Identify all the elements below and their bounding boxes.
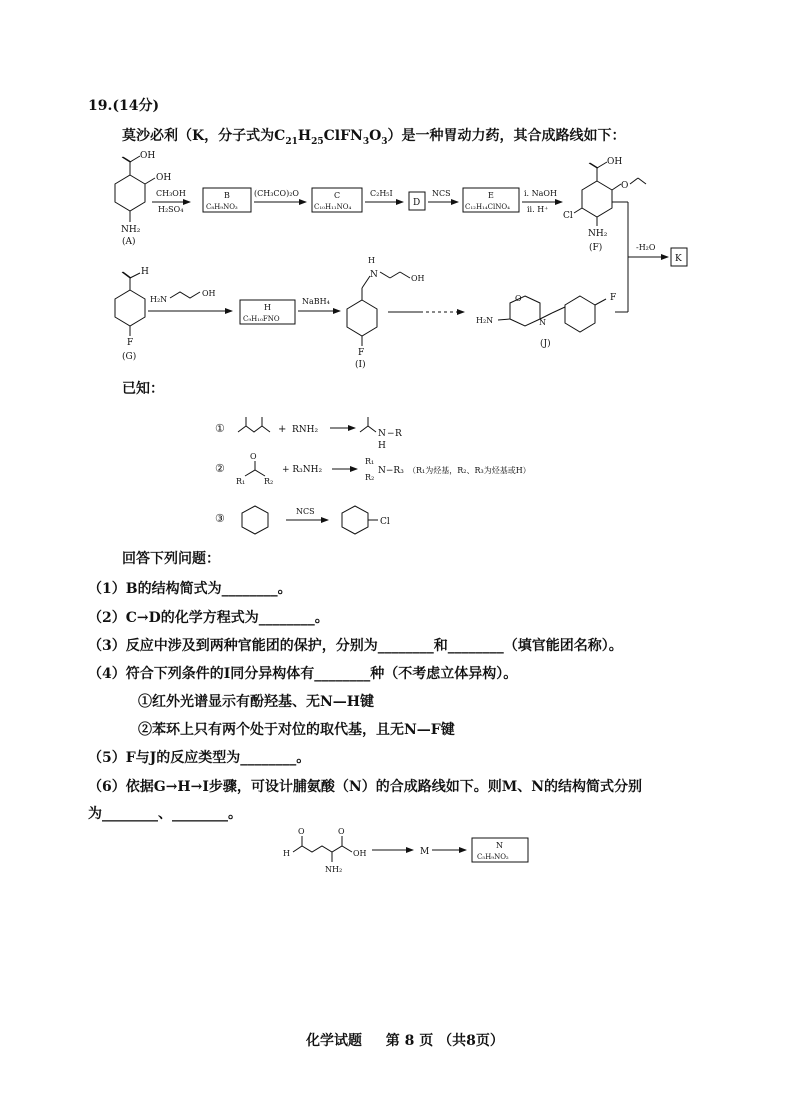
- question-number: 19.: [88, 98, 113, 114]
- question-6-line1: （6）依据G→H→I步骤，可设计脯氨酸（N）的合成路线如下。则M、N的结构简式分别: [88, 779, 643, 795]
- arrow-gh-h2n: H₂N: [150, 295, 168, 304]
- s3-m: M: [420, 847, 430, 857]
- question-score: (14分): [112, 98, 160, 114]
- e-formula: C₁₂H₁₄ClNO₄: [465, 203, 510, 211]
- s3-h: H: [283, 849, 290, 858]
- r1-plus: +: [278, 424, 287, 435]
- r1-r: R: [395, 429, 402, 439]
- k-arrow-label: -H₂O: [636, 243, 656, 252]
- r3-reagent: NCS: [296, 507, 315, 516]
- b-formula: C₈H₉NO₃: [206, 203, 238, 211]
- amide-product: [360, 417, 376, 432]
- s3-o2: O: [338, 827, 345, 836]
- j-label: (J): [540, 339, 551, 349]
- question-5: （5）F与J的反应类型为________。: [88, 750, 311, 766]
- page-footer: [306, 1030, 504, 1050]
- question-4-condition-2: ②苯环上只有两个处于对位的取代基，且无N—F键: [138, 722, 455, 738]
- j-f: F: [610, 293, 617, 303]
- question-3: （3）反应中涉及到两种官能团的保护，分别为________和________（填官能团名称）。: [88, 638, 623, 654]
- r2-note: （R₁为烃基，R₂、R₃为烃基或H）: [408, 466, 531, 475]
- r1-number: ①: [215, 422, 225, 435]
- question-1: （1）B的结构简式为________。: [88, 581, 292, 597]
- footer-page: 第 8 页: [385, 1033, 434, 1049]
- r1-dash: −: [387, 429, 395, 439]
- g-h: H: [141, 267, 149, 277]
- ketone: [245, 461, 265, 476]
- r2-number: ②: [215, 462, 225, 475]
- g-f: F: [127, 338, 134, 348]
- s3-o1: O: [298, 827, 305, 836]
- r1-n: N: [378, 429, 386, 439]
- r2-r1: R₁: [236, 477, 246, 486]
- c-name: C: [334, 191, 341, 200]
- arrow2-reagent: (CH₃CO)₂O: [254, 189, 299, 198]
- anhydride: [238, 417, 270, 432]
- f-o: O: [621, 181, 629, 191]
- i-label: (I): [355, 360, 366, 370]
- r2-product-r1: R₁: [365, 457, 375, 466]
- r2-product-r2: R₂: [365, 473, 375, 482]
- arrow5-reagent2: ii. H⁺: [527, 205, 549, 214]
- r2-product: N−R₃: [378, 466, 404, 476]
- compound-g: [115, 272, 145, 336]
- footer-subject: 化学试题: [306, 1033, 362, 1049]
- arrow5-reagent1: i. NaOH: [524, 189, 557, 198]
- known-title: 已知：: [122, 381, 164, 397]
- j-n: N: [539, 318, 546, 327]
- f-cl: Cl: [563, 211, 573, 221]
- f-oh: OH: [607, 157, 623, 167]
- synthesis-scheme: [0, 0, 800, 380]
- compound-a: [115, 156, 155, 222]
- arrow-gh-oh: OH: [202, 289, 216, 298]
- s3-oh: OH: [353, 849, 367, 858]
- e-name: E: [488, 191, 494, 200]
- h-name: H: [264, 303, 271, 312]
- a-oh-top: OH: [140, 151, 156, 161]
- c-formula: C₁₀H₁₁NO₄: [314, 203, 352, 211]
- i-h: H: [368, 256, 375, 265]
- b-name: B: [224, 191, 230, 200]
- k-name: K: [675, 254, 682, 264]
- i-n: N: [370, 270, 378, 280]
- arrow1-reagent: CH₃OH: [156, 189, 186, 198]
- a-label: (A): [122, 237, 136, 247]
- questions-heading: 回答下列问题：: [122, 551, 220, 567]
- question-4: （4）符合下列条件的I同分异构体有________种（不考虑立体异构）。: [88, 666, 518, 682]
- f-nh2: NH₂: [588, 229, 608, 239]
- footer-total: （共8页）: [438, 1033, 504, 1049]
- compound-i: [347, 272, 410, 346]
- d-name: D: [413, 198, 421, 208]
- chlorobenzene: [342, 506, 368, 534]
- question-intro: 莫沙必利（K，分子式为$C_{21}H_{25}ClFN_3O_3$）是一种胃动力药，其合成路线如下：: [122, 128, 626, 147]
- glutamate-semialdehyde: [293, 836, 352, 862]
- arrow-hi-reagent: NaBH₄: [302, 297, 330, 306]
- r1-h: H: [378, 441, 386, 451]
- known-reactions: [0, 400, 800, 540]
- question-4-condition-1: ①红外光谱显示有酚羟基、无N—H键: [138, 694, 375, 710]
- r2-o: O: [250, 452, 257, 461]
- r1-reagent: RNH₂: [292, 425, 319, 435]
- n-formula: C₅H₉NO₂: [477, 853, 509, 861]
- g-label: (G): [122, 352, 137, 362]
- a-oh-ring: OH: [156, 173, 172, 183]
- arrow3-reagent: C₂H₅I: [370, 189, 393, 198]
- proline-scheme: [0, 820, 800, 890]
- r3-number: ③: [215, 512, 225, 525]
- r3-cl: Cl: [380, 517, 390, 527]
- benzene: [242, 506, 268, 534]
- arrow4-reagent: NCS: [432, 189, 451, 198]
- j-o: O: [515, 294, 522, 303]
- question-2: （2）C→D的化学方程式为________。: [88, 610, 329, 626]
- r2-r2: R₂: [264, 477, 274, 486]
- i-f: F: [358, 348, 365, 358]
- s3-nh2: NH₂: [325, 865, 343, 874]
- i-oh: OH: [411, 274, 425, 283]
- a-nh2: NH₂: [121, 225, 141, 235]
- j-h2n: H₂N: [476, 316, 494, 325]
- compound-f: [574, 162, 646, 226]
- h-formula: C₉H₁₀FNO: [243, 315, 280, 323]
- arrow1-catalyst: H₂SO₄: [158, 205, 184, 214]
- n-name: N: [496, 841, 503, 850]
- question-6-line2: 为________、________。: [88, 806, 242, 822]
- r2-reagent: + R₃NH₂: [282, 465, 323, 475]
- f-label: (F): [589, 243, 603, 253]
